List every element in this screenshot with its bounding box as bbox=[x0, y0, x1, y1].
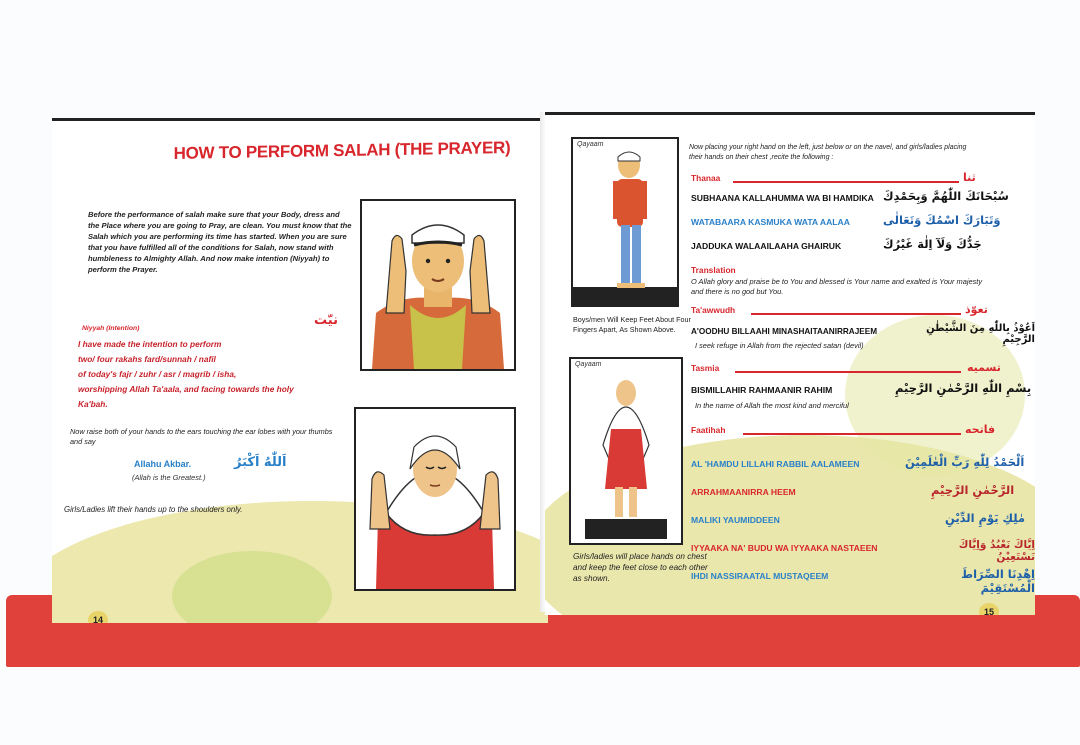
takbir-latin: Allahu Akbar. bbox=[134, 459, 192, 469]
faatihah-line-latin: AL 'HAMDU LILLAHI RABBIL AALAMEEN bbox=[691, 459, 860, 469]
faatihah-line-latin: MALIKI YAUMIDDEEN bbox=[691, 515, 780, 525]
tasmia-heading: Tasmia bbox=[691, 363, 720, 373]
thanaa-line-latin: WATABAARA KASMUKA WATA AALAA bbox=[691, 217, 850, 227]
frame-label: Qayaam bbox=[577, 141, 604, 148]
thanaa-line-latin: SUBHAANA KALLAHUMMA WA BI HAMDIKA bbox=[691, 193, 874, 203]
tasmia-arabic-heading: تسميه bbox=[967, 361, 1001, 374]
right-page bbox=[545, 112, 1035, 615]
niyyah-line: Ka'bah. bbox=[78, 399, 108, 409]
standing-girl-icon bbox=[571, 359, 681, 543]
tasmia-latin: BISMILLAHIR RAHMAANIR RAHIM bbox=[691, 385, 833, 395]
boy-takbir-illustration bbox=[360, 199, 516, 371]
girl-qayaam-illustration bbox=[569, 357, 683, 545]
niyyah-line: I have made the intention to perform bbox=[78, 339, 222, 349]
thanaa-line-arabic: وَتَبَارَكَ اسْمُكَ وَتَعَالٰى bbox=[883, 213, 1001, 227]
taawwudh-arabic-heading: تعوّذ bbox=[965, 303, 988, 316]
page-title: HOW TO PERFORM SALAH (THE PRAYER) bbox=[173, 138, 511, 163]
faatihah-line-arabic: اِيَّاكَ نَعْبُدُ وَاِيَّاكَ نَسْتَعِيْنُ bbox=[958, 539, 1035, 563]
thanaa-heading: Thanaa bbox=[691, 173, 721, 183]
girls-hands-instruction: Girls/Ladies lift their hands up to the shoulders only. bbox=[64, 505, 243, 514]
frame-label: Qayaam bbox=[575, 361, 602, 368]
page-number-right: 15 bbox=[979, 603, 999, 615]
section-rule bbox=[735, 371, 961, 373]
faatihah-line-arabic: الرَّحْمٰنِ الرَّحِيْمِ bbox=[931, 483, 1015, 497]
takbir-arabic: اَللّٰهُ اَكْبَرُ bbox=[234, 455, 287, 470]
thanaa-line-arabic: سُبْحَانَكَ اللّٰهُمَّ وَبِحَمْدِكَ bbox=[883, 189, 1009, 203]
taawwudh-latin: A'OODHU BILLAAHI MINASHAITAANIRRAJEEM bbox=[691, 327, 878, 336]
niyyah-label: Niyyah (Intention) bbox=[82, 325, 140, 332]
page-number-left: 14 bbox=[88, 611, 108, 623]
standing-boy-icon bbox=[573, 139, 677, 305]
niyyah-line: two/ four rakahs fard/sunnah / nafil bbox=[78, 354, 216, 364]
thanaa-line-arabic: جَدُّكَ وَلَآ اِلٰهَ غَيْرُكَ bbox=[883, 237, 982, 251]
intro-paragraph: Before the performance of salah make sure that your Body, dress and the Place where you are going to Pray, are clean. You must know that the Salah which you are performing its time has started. When you are sure that you have fulfilled all of the conditions for Salah, now stand with humbleness to Almighty Allah. And now make intention (Niyyah) to perform the Prayer. bbox=[88, 210, 352, 274]
niyyah-line: of today's fajr / zuhr / asr / magrib / isha, bbox=[78, 369, 237, 379]
faatihah-heading: Faatihah bbox=[691, 425, 726, 435]
faatihah-line-arabic: اِهْدِنَا الصِّرَاطَ الْمُسْتَقِيْمَ bbox=[961, 567, 1035, 595]
tasmia-arabic: بِسْمِ اللّٰهِ الرَّحْمٰنِ الرَّحِيْمِ bbox=[895, 381, 1032, 395]
section-rule bbox=[751, 313, 961, 315]
taawwudh-translation: I seek refuge in Allah from the rejected satan (devil) bbox=[695, 341, 864, 350]
boy-qayaam-illustration bbox=[571, 137, 679, 307]
niyyah-line: worshipping Allah Ta'aala, and facing towards the holy bbox=[78, 384, 294, 394]
faatihah-line-arabic: مٰلِكِ يَوْمِ الدِّيْنِ bbox=[945, 511, 1026, 525]
boy-figure-icon bbox=[362, 201, 514, 369]
girls-caption: Girls/ladies will place hands on chest and keep the feet close to each other as shown. bbox=[573, 552, 708, 583]
girl-takbir-illustration bbox=[354, 407, 516, 591]
takbir-translation: (Allah is the Greatest.) bbox=[132, 473, 206, 482]
translation-text: O Allah glory and praise be to You and blessed is Your name and exalted is Your majesty and there is no god but You. bbox=[691, 277, 983, 296]
taawwudh-arabic: اَعُوْذُ بِاللّٰهِ مِنَ الشَّيْطٰنِ الرَّجِيْمِ bbox=[926, 323, 1035, 345]
niyyat-arabic: نيّت bbox=[314, 313, 338, 328]
boys-caption: Boys/men Will Keep Feet About Four Fingers Apart, As Shown Above. bbox=[573, 315, 691, 334]
girl-figure-icon bbox=[356, 409, 514, 589]
faatihah-line-latin: IYYAAKA NA' BUDU WA IYYAAKA NASTAEEN bbox=[691, 543, 878, 553]
section-rule bbox=[733, 181, 959, 183]
faatihah-line-latin: ARRAHMAANIRRA HEEM bbox=[691, 487, 796, 497]
thanaa-line-latin: JADDUKA WALAAILAAHA GHAIRUK bbox=[691, 241, 842, 251]
faatihah-line-latin: IHDI NASSIRAATAL MUSTAQEEM bbox=[691, 571, 829, 581]
qayaam-instruction: Now placing your right hand on the left, just below or on the navel, and girls/ladies placing their hands on their chest ,recite the following : bbox=[689, 144, 967, 161]
section-rule bbox=[743, 433, 961, 435]
faatihah-arabic-heading: فاتحه bbox=[965, 423, 996, 436]
faatihah-line-arabic: اَلْحَمْدُ لِلّٰهِ رَبِّ الْعٰلَمِيْنَ bbox=[905, 455, 1025, 469]
raise-hands-instruction: Now raise both of your hands to the ears touching the ear lobes with your thumbs and say bbox=[70, 427, 333, 446]
thanaa-arabic-heading: ثنا bbox=[963, 171, 976, 184]
tasmia-translation: In the name of Allah the most kind and merciful bbox=[695, 401, 849, 410]
niyyah-text bbox=[78, 337, 338, 412]
taawwudh-heading: Ta'awwudh bbox=[691, 305, 736, 315]
translation-heading: Translation bbox=[691, 265, 736, 275]
left-page bbox=[52, 118, 548, 623]
